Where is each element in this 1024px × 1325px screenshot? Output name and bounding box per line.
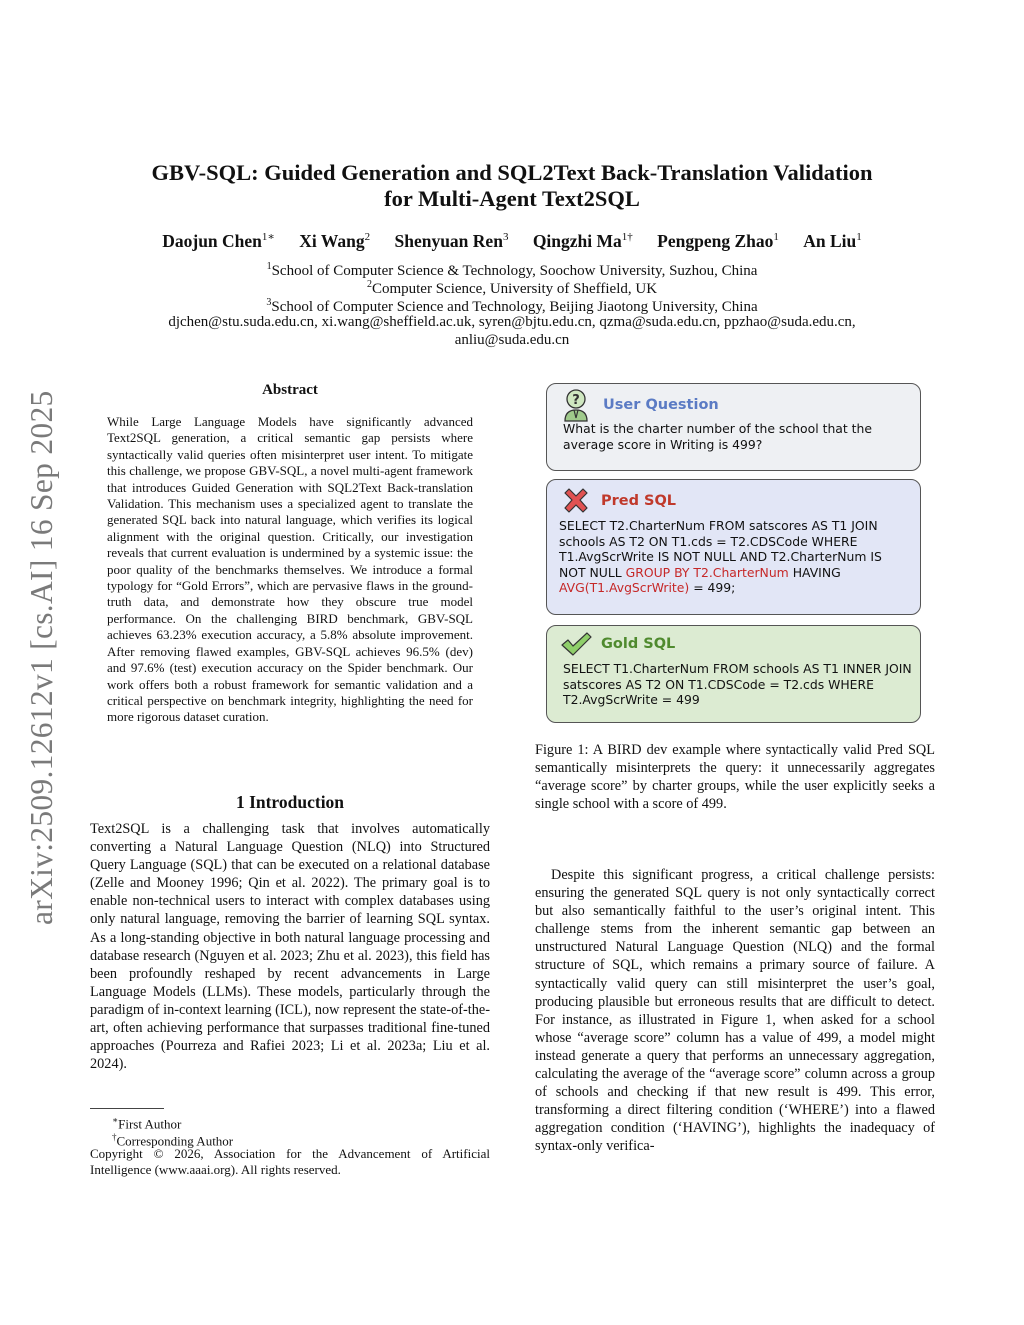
author: Qingzhi $Ma^{1\dagger}$ [532, 230, 633, 251]
body-paragraph: Despite this significant progress, a critical challenge persists: ensuring the generated SQL query is not only syntactically correct but also semantically faithful to the user’s original intent. This challenge stems from the inherent semantic gap between an unstructured Natural Language Question (NLQ) and the formal structure of SQL, which remains a primary source of failure. A syntactically valid query can still misinterpret the user’s goal, producing plausible but erroneous results that are difficult to detect. For instance, as illustrated in Figure 1, when asked for a school whose “average score” column has a value of 499, a model might instead generate a query that performs an unnecessary aggregation, calculating the average of the “average score” column across a group of schools and checking if that new result is 499. This error, transforming a direct filtering condition (‘WHERE’) into a flawed aggregation condition (‘HAVING’), highlights the inadequacy of syntax-only verifica- [535, 867, 935, 1155]
author-list [60, 230, 964, 252]
footnote: †Corresponding Author [112, 1132, 234, 1149]
footnote-divider [90, 1108, 164, 1109]
abstract-body: While Large Language Models have significantly advanced Text2SQL generation, a critical semantic gap persists where syntactically valid queries often misinterpret user intent. To mitigate this challenge, we propose GBV-SQL, a novel multi-agent framework that introduces Guided Generation with SQL2Text Back-translation Validation. This mechanism uses a specialized agent to translate the generated SQL back into natural language, which verifies its logical alignment with the original question. Critically, our investigation reveals that current evaluation is undermined by a systemic issue: the poor quality of the benchmarks themselves. We introduce a formal typology for “Gold Errors”, which are pervasive flaws in the ground-truth data, and demonstrate how they obscure true model performance. On the challenging BIRD benchmark, GBV-SQL achieves 63.23% execution accuracy, a 5.8% absolute improvement. After removing flawed examples, GBV-SQL achieves 96.5% (dev) and 97.6% (test) execution accuracy on the Spider benchmark. Our work offers both a robust framework for semantic validation and a critical perspective on benchmark integrity, highlighting the need for more rigorous dataset curation. [107, 414, 473, 725]
user-question-text: What is the charter number of the school that the average score in Writing is 499? [563, 421, 873, 452]
affiliation: $^1$School of Computer Science & Technology, Soochow University, Suzhou, China [266, 261, 758, 279]
affiliation: $^2$Computer Science, University of Sheffield, UK [366, 279, 658, 297]
author: Xi Wang$^2$ [299, 230, 371, 251]
figure-caption: Figure 1: A BIRD dev example where syntactically valid Pred SQL semantically misinterprets the query: it unnecessarily aggregates “average score” by charter groups, while the user explicitly seeks a single school with a score of 499. [535, 742, 935, 813]
gold-sql-card [546, 625, 921, 723]
pred-sql-card [546, 479, 921, 615]
pred-sql-error-avg: AVG(T1.AvgScrWrite) [559, 580, 690, 596]
author: An Liu$^1$ [803, 230, 862, 251]
author: Pengpeng Zhao$^1$ [657, 230, 779, 251]
section-heading-introduction: 1 Introduction [235, 792, 345, 812]
copyright-notice: Copyright © 2026, Association for the Advancement of Artificial Intelligence (www.aaai.org). All rights reserved. [90, 1146, 490, 1178]
affiliation: $^3$School of Computer Science and Technology, Beijing Jiaotong University, China [266, 297, 758, 315]
title-line-2: for Multi-Agent Text2SQL [384, 186, 640, 211]
author: Daojun Chen$^{1∗}$ [162, 230, 275, 251]
introduction-paragraph: Text2SQL is a challenging task that involves automatically converting a Natural Language Question (NLQ) into Structured Query Language (SQL) that can be executed on a relational database (Zelle and Mooney 1996; Qin et al. 2022). The primary goal is to enable non-technical users to interact with complex databases using only natural language, removing the barrier of learning SQL syntax. As a long-standing objective in both natural language processing and database research (Nguyen et al. 2023; Zhu et al. 2023), this field has been profoundly reshaped by recent advancements in Large Language Models (LLMs). These models, particularly through the paradigm of in-context learning (ICL), now represent the state-of-the-art, often achieving performance that surpasses traditional fine-tuned approaches (Pourreza and Rafiei 2023; Li et al. 2023a; Liu et al. 2024). [90, 821, 490, 1073]
pred-sql-code: SELECT T2.CharterNum FROM satscores AS T1 JOIN schools AS T2 ON T1.cds = T2.CDSCode WHERE T1.AvgScrWrite IS NOT NULL AND T2.CharterNum IS NOT NULL GROUP BY T2.CharterNum HAVING AVG(T1.AvgScrWrite) = 499; [559, 518, 882, 596]
title-line-1: GBV-SQL: Guided Generation and SQL2Text Back-Translation Validation [151, 160, 873, 185]
pred-sql-title: Pred SQL [601, 493, 677, 509]
paper-title [90, 160, 934, 212]
gold-sql-code: SELECT T1.CharterNum FROM schools AS T1 INNER JOIN satscores AS T2 ON T1.CDSCode = T2.cds WHERE T2.AvgScrWrite = 499 [563, 661, 912, 708]
abstract-heading: Abstract [262, 382, 318, 398]
checkmark-icon [559, 630, 593, 662]
pred-sql-error-groupby: GROUP BY T2.CharterNum [625, 564, 789, 580]
author: Shenyuan Ren$^3$ [394, 230, 509, 251]
gold-sql-title: Gold SQL [601, 636, 676, 652]
cross-icon [561, 486, 591, 520]
user-question-title: User Question [603, 397, 719, 413]
email-list: djchen@stu.suda.edu.cn, xi.wang@sheffield.ac.uk, syren@bjtu.edu.cn, qzma@suda.edu.cn, ppzhao@suda.edu.cn, [168, 314, 856, 330]
user-question-card [546, 383, 921, 471]
arxiv-identifier: arXiv:2509.12612v1 [cs.AI] 16 Sep 2025 [24, 390, 59, 926]
email-list-continued: anliu@suda.edu.cn [454, 332, 570, 348]
svg-text:?: ? [572, 393, 580, 408]
footnote: ∗First Author [112, 1115, 182, 1132]
